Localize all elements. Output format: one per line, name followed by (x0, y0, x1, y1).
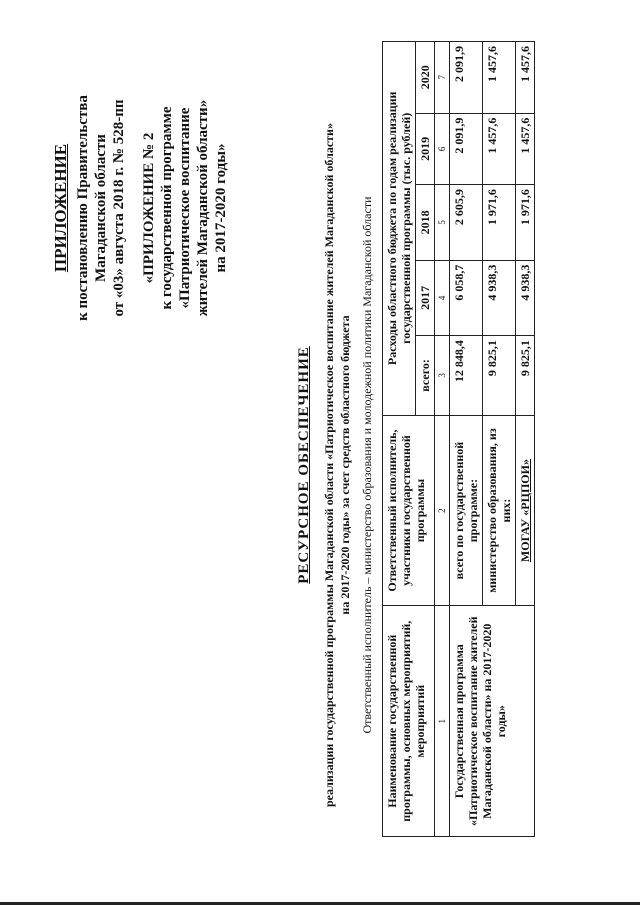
appendix-line: от «03» августа 2018 г. № 528-пп (111, 99, 127, 317)
program-name: Государственная программа «Патриотическое воспитание жителей Магаданской области» на 2017-2020 годы» (450, 606, 535, 837)
table-row (450, 42, 483, 837)
column-index: 7 (435, 42, 450, 114)
header-name: Наименование государственной программы, основных мероприятий, мероприятий (383, 606, 435, 837)
year-cell: 2 091,9 (450, 42, 483, 114)
year-cell: 2 091,9 (450, 113, 483, 185)
header-executor: Ответственный исполнитель, участники государственной программы (383, 415, 435, 606)
header-expenses: Расходы областного бюджета по годам реализации государственной программы (тыс. рублей) (383, 42, 416, 416)
year-cell: 1 457,6 (516, 42, 535, 114)
total-cell: 9 825,1 (516, 336, 535, 416)
column-index: 3 (435, 336, 450, 416)
header-year: 2018 (416, 185, 435, 261)
appendix-block (52, 18, 230, 398)
appendix-line: на 2017-2020 годы» (213, 143, 229, 273)
appendix-line: «ПРИЛОЖЕНИЕ № 2 (141, 132, 157, 284)
column-index: 1 (435, 606, 450, 837)
executor-cell: МОГАУ «РЦПОИ» (516, 415, 535, 606)
year-cell: 1 971,6 (516, 185, 535, 261)
header-total: всего: (416, 336, 435, 416)
appendix-line: жителей Магаданской области» (195, 99, 211, 317)
column-index: 5 (435, 185, 450, 261)
year-cell: 2 605,9 (450, 185, 483, 261)
column-index-row (435, 42, 450, 837)
header-year: 2019 (416, 113, 435, 185)
year-cell: 1 971,6 (483, 185, 516, 261)
appendix-line: Магаданской области (93, 134, 109, 282)
appendix-line: к государственной программе (159, 106, 175, 310)
year-cell: 4 938,3 (516, 260, 535, 336)
header-year: 2017 (416, 260, 435, 336)
column-index: 2 (435, 415, 450, 606)
column-index: 6 (435, 113, 450, 185)
total-cell: 12 848,4 (450, 336, 483, 416)
document-title: РЕСУРСНОЕ ОБЕСПЕЧЕНИЕ (296, 346, 312, 584)
executor-cell: министерство образования, из них: (483, 415, 516, 606)
year-cell: 1 457,6 (516, 113, 535, 185)
document-subtitle: реализации государственной программы Магаданской области «Патриотическое воспитание жителей Магаданской области» (322, 123, 336, 807)
column-index: 4 (435, 260, 450, 336)
appendix-title: ПРИЛОЖЕНИЕ (51, 143, 70, 273)
year-cell: 6 058,7 (450, 260, 483, 336)
total-cell: 9 825,1 (483, 336, 516, 416)
year-cell: 4 938,3 (483, 260, 516, 336)
year-cell: 1 457,6 (483, 42, 516, 114)
year-cell: 1 457,6 (483, 113, 516, 185)
appendix-line: к постановлению Правительства (75, 95, 91, 321)
responsible-executor: Ответственный исполнитель – министерство образования и молодежной политики Магаданской области (360, 196, 374, 734)
header-year: 2020 (416, 42, 435, 114)
document-subtitle: на 2017-2020 годы» за счет средств областного бюджета (338, 315, 352, 615)
executor-cell: всего по государственной программе: (450, 415, 483, 606)
resource-table (382, 41, 535, 837)
appendix-line: «Патриотическое воспитание (177, 107, 193, 309)
document-heading (296, 65, 353, 865)
